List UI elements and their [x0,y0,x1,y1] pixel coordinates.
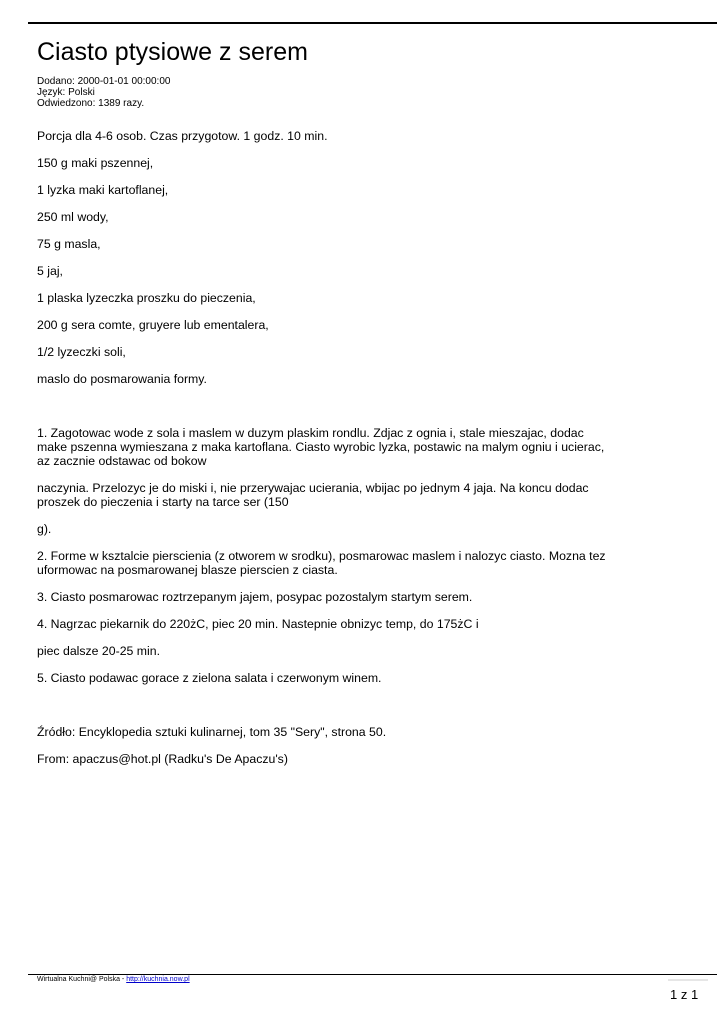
ingredient-item: 1/2 lyzeczki soli, [37,345,126,359]
footer-site-name: Wirtualna Kuchni@ Polska - [37,976,127,983]
spacer [37,399,612,426]
step-paragraph: 4. Nagrzac piekarnik do 220żC, piec 20 min. Nastepnie obnizyc temp, do 175żC i [37,617,479,631]
step-paragraph: 2. Forme w ksztalcie pierscienia (z otworem w srodku), posmarowac maslem i nalozyc ciasto. Mozna tez uformowac na posmarowanej blasze pierscien z ciasta. [37,549,606,577]
spacer [37,698,612,725]
ingredient-item: 1 lyzka maki kartoflanej, [37,183,169,197]
ingredient-item: 250 ml wody, [37,210,109,224]
page-number: 1 z 1 [670,987,699,1002]
footer-link[interactable]: http://kuchnia.now.pl [126,976,190,983]
step-paragraph: g). [37,522,52,536]
ingredient-item: 200 g sera comte, gruyere lub ementalera, [37,318,269,332]
ingredient-item: 150 g maki pszennej, [37,156,154,170]
footer-stamp [668,979,708,981]
ingredient-item: 5 jaj, [37,264,63,278]
source-line: Źródło: Encyklopedia sztuki kulinarnej, tom 35 "Sery", strona 50. [37,725,387,739]
serving-info: Porcja dla 4-6 osob. Czas przygotow. 1 godz. 10 min. [37,129,328,143]
top-rule [28,22,717,24]
meta-visited: Odwiedzono: 1389 razy. [37,98,145,109]
meta-language: Język: Polski [37,87,95,98]
step-paragraph: naczynia. Przelozyc je do miski i, nie przerywajac ucierania, wbijac po jednym 4 jaja. Na koncu dodac proszek do pieczenia i starty na tarce ser (150 [37,481,589,509]
recipe-content [37,129,612,779]
ingredient-item: maslo do posmarowania formy. [37,372,207,386]
meta-added: Dodano: 2000-01-01 00:00:00 [37,76,171,87]
recipe-meta [37,76,170,109]
footer-rule [28,974,717,975]
step-paragraph: 5. Ciasto podawac gorace z zielona salata i czerwonym winem. [37,671,382,685]
step-paragraph: 3. Ciasto posmarowac roztrzepanym jajem, posypac pozostalym startym serem. [37,590,473,604]
step-paragraph: piec dalsze 20-25 min. [37,644,161,658]
ingredient-item: 1 plaska lyzeczka proszku do pieczenia, [37,291,256,305]
footer-site [37,976,190,983]
author-line: From: apaczus@hot.pl (Radku's De Apaczu's) [37,752,288,766]
step-paragraph: 1. Zagotowac wode z sola i maslem w duzym plaskim rondlu. Zdjac z ognia i, stale mieszajac, dodac make pszenna wymieszana z maka kartoflana. Ciasto wyrobic lyzka, postawic na malym ogniu i ucierac, az zacznie odstawac od bokow [37,426,605,468]
ingredient-item: 75 g masla, [37,237,101,251]
page-title: Ciasto ptysiowe z serem [37,38,308,66]
